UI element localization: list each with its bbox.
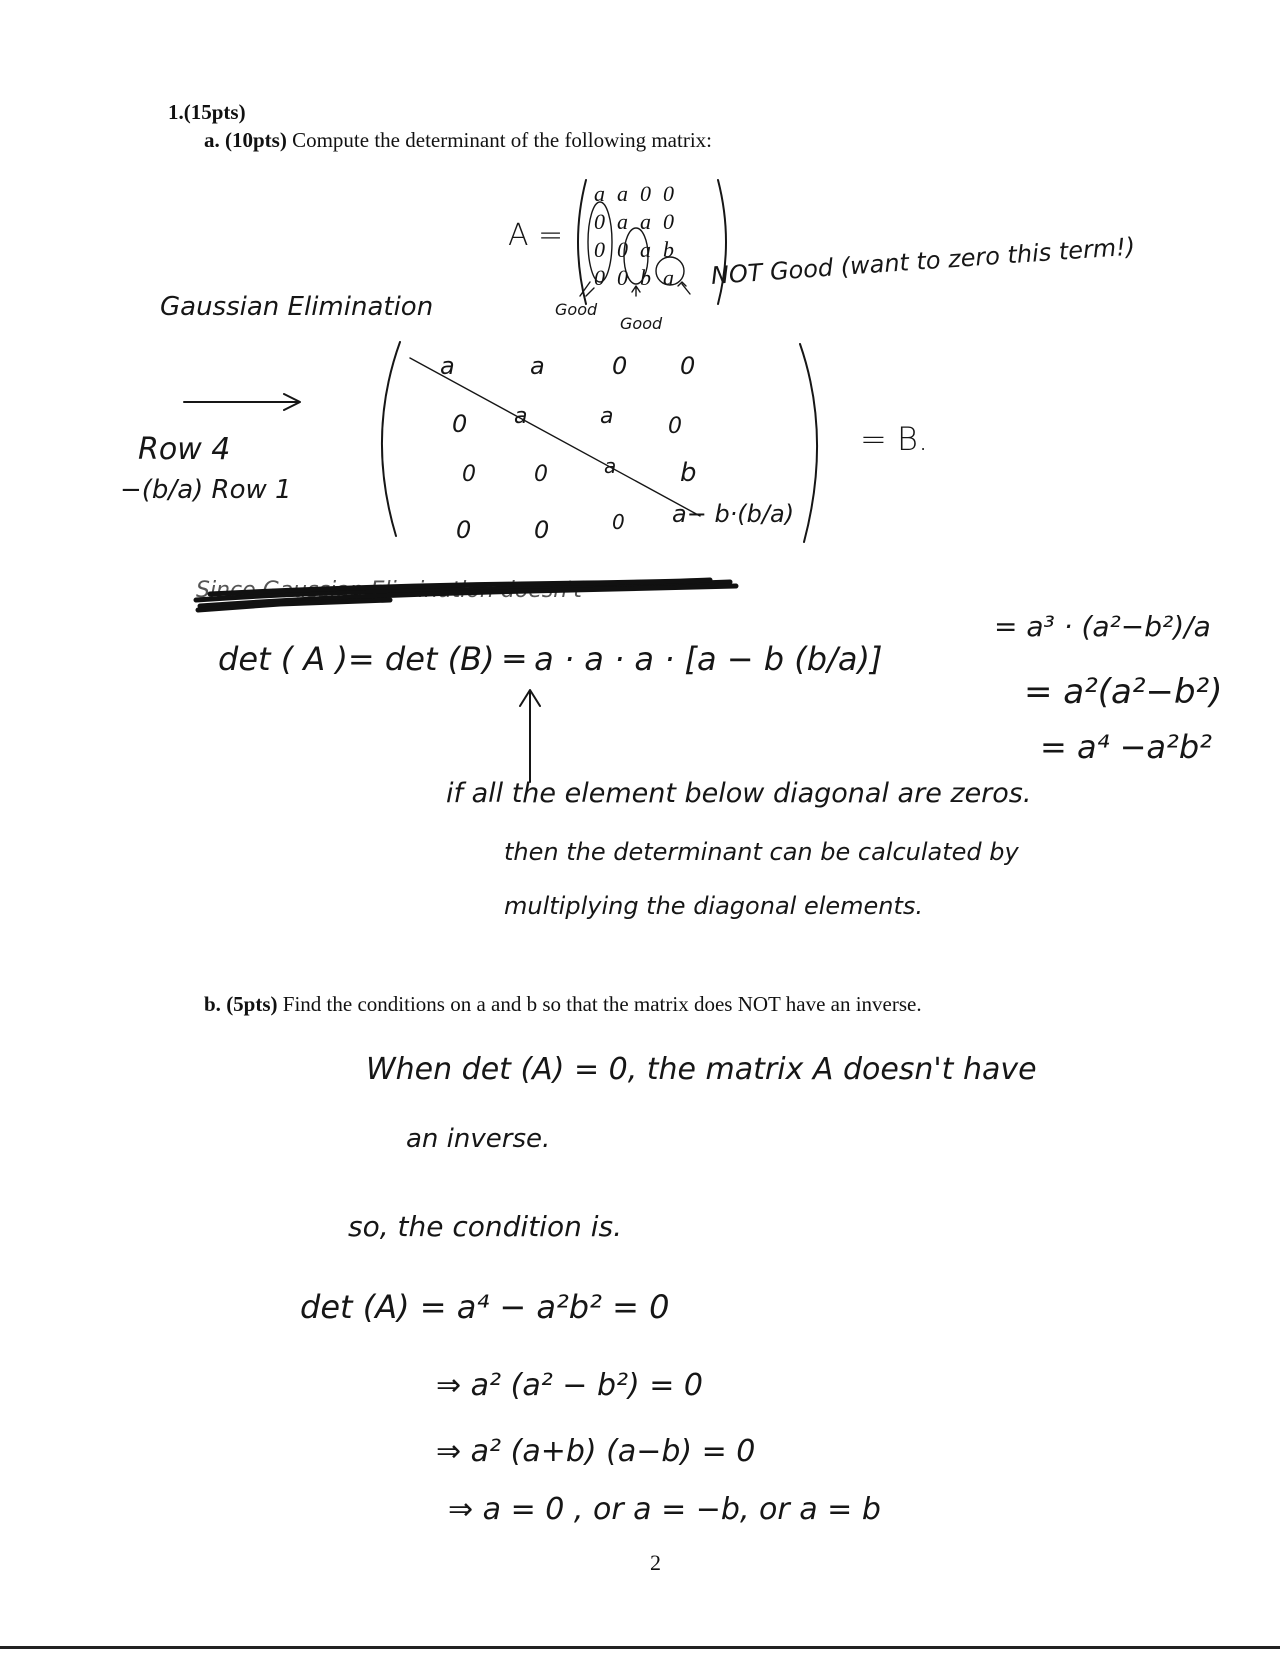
answer-b-line-6: ⇒ a² (a+b) (a−b) = 0	[436, 1434, 756, 1469]
arrow-icon	[180, 390, 310, 414]
b-cell: a− b·(b/a)	[672, 500, 795, 528]
b-cell: a	[604, 454, 617, 478]
scribble-strikeout	[190, 566, 750, 616]
cell: a	[617, 209, 628, 234]
scan-edge-line	[0, 1646, 1280, 1649]
result-line-2: = a²(a²−b²)	[1024, 672, 1223, 712]
part-b-prompt	[204, 992, 922, 1017]
b-cell: 0	[668, 414, 682, 439]
gaussian-elimination-label: Gaussian Elimination	[160, 292, 434, 322]
b-cell: a	[514, 404, 528, 429]
cell: a	[640, 209, 651, 234]
b-cell: a	[600, 404, 614, 429]
struck-text: Since Gaussian Elimination doesn't	[196, 578, 582, 603]
answer-b-line-4: det (A) = a⁴ − a²b² = 0	[300, 1288, 670, 1326]
cell: 0	[594, 209, 605, 234]
row-operation-line-1: Row 4	[138, 432, 231, 467]
cell: b	[663, 237, 674, 262]
answer-b-line-3: so, the condition is.	[348, 1210, 622, 1243]
note-line-2: then the determinant can be calculated by	[504, 838, 1019, 866]
answer-b-line-5: ⇒ a² (a² − b²) = 0	[436, 1368, 704, 1403]
result-line-3: = a⁴ −a²b²	[1040, 728, 1212, 766]
note-line-1: if all the element below diagonal are zeros.	[446, 778, 1032, 809]
cell: 0	[640, 181, 651, 206]
det-line: det ( A )= det (B) ═ a · a · a · [a − b (b/a)]	[218, 640, 883, 678]
b-cell: a	[440, 352, 455, 380]
cell: 0	[663, 209, 674, 234]
cell: 0	[663, 181, 674, 206]
cell: 0	[594, 237, 605, 262]
part-b-text: Find the conditions on a and b so that the matrix does NOT have an inverse.	[282, 992, 922, 1016]
b-cell: a	[530, 352, 545, 380]
cell: 0	[594, 265, 605, 290]
annotation-good-2: Good	[620, 314, 663, 333]
arrow-up-icon	[516, 686, 546, 786]
annotation-not-good: NOT Good (want to zero this term!)	[710, 232, 1136, 290]
cell: a	[594, 181, 605, 206]
cell: a	[640, 237, 651, 262]
part-a-prompt	[204, 128, 712, 153]
matrix-a-label: A =	[508, 218, 564, 253]
equals-b: = B.	[860, 420, 929, 458]
cell: a	[617, 181, 628, 206]
b-cell: 0	[456, 516, 472, 544]
b-cell: 0	[680, 352, 696, 380]
cell: a	[663, 265, 674, 290]
b-cell: 0	[534, 516, 550, 544]
part-b-points: (5pts)	[226, 992, 278, 1016]
part-a-points: (10pts)	[225, 128, 287, 152]
answer-b-line-1: When det (A) = 0, the matrix A doesn't have	[366, 1052, 1037, 1087]
b-cell: b	[680, 458, 697, 488]
row-operation-line-2: −(b/a) Row 1	[120, 475, 292, 505]
answer-b-line-7: ⇒ a = 0 , or a = −b, or a = b	[448, 1492, 881, 1527]
answer-b-line-2: an inverse.	[406, 1124, 551, 1154]
cell: 0	[617, 237, 628, 262]
b-cell: 0	[462, 462, 476, 487]
note-line-3: multiplying the diagonal elements.	[504, 892, 924, 920]
problem-number: 1.(15pts)	[168, 100, 246, 124]
part-b-label: b.	[204, 992, 221, 1016]
b-cell: 0	[534, 462, 548, 487]
page-number: 2	[650, 1550, 661, 1575]
b-cell: 0	[612, 352, 628, 380]
result-line-1: = a³ · (a²−b²)/a	[994, 610, 1211, 643]
b-cell: 0	[612, 510, 625, 534]
part-a-text: Compute the determinant of the following matrix:	[292, 128, 713, 152]
annotation-good-1: Good	[555, 300, 598, 319]
cell: 0	[617, 265, 628, 290]
cell: b	[640, 265, 651, 290]
b-cell: 0	[452, 410, 468, 438]
part-a-label: a.	[204, 128, 220, 152]
